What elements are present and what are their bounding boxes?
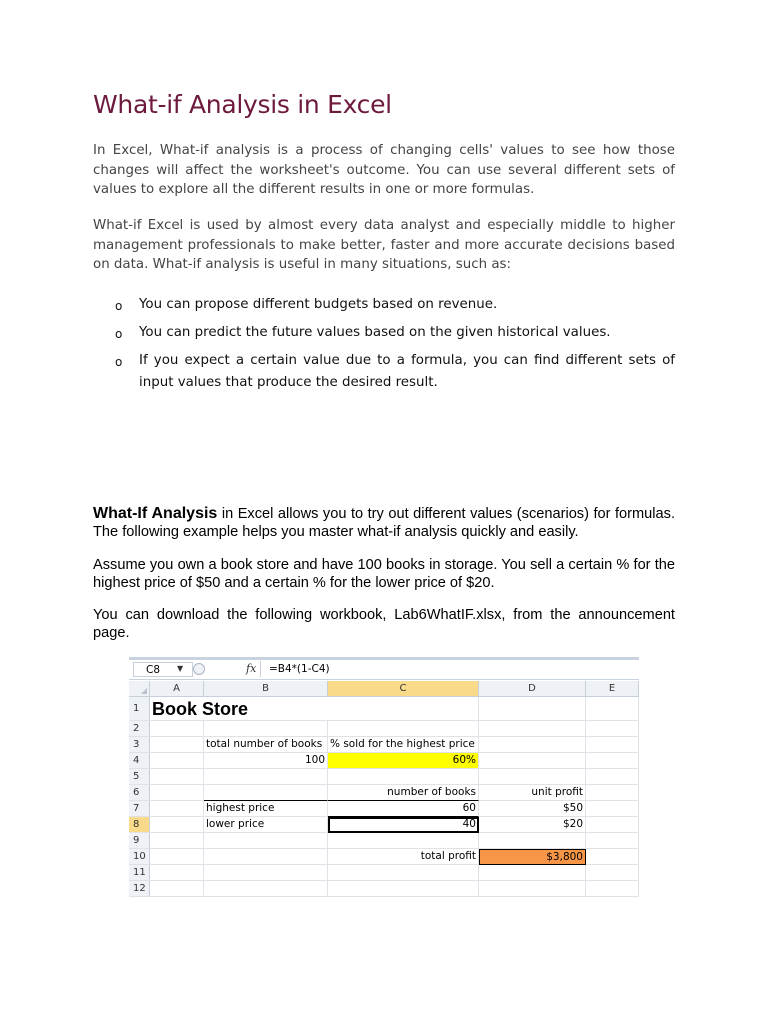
bullet-icon: o (115, 327, 123, 341)
spreadsheet-screenshot (129, 657, 639, 909)
row-header-7[interactable]: 7 (129, 801, 150, 817)
cell-e12[interactable] (586, 881, 639, 897)
cell-e3[interactable] (586, 737, 639, 753)
row-header-8[interactable]: 8 (129, 817, 150, 833)
cell-e11[interactable] (586, 865, 639, 881)
intro-paragraph-1: In Excel, What-if analysis is a process of changing cells' values to see how those changes will affect the worksheet's outcome. You can use several different sets of values to explore all the different results in one or more formulas. (93, 143, 675, 197)
cell-b11[interactable] (204, 865, 328, 881)
cell-b4-total-books[interactable]: 100 (204, 753, 328, 769)
bullet-icon: o (115, 299, 123, 313)
cell-b5[interactable] (204, 769, 328, 785)
cell-d9[interactable] (479, 833, 586, 849)
cell-d1[interactable] (479, 697, 586, 721)
cell-d6-header[interactable]: unit profit (479, 785, 586, 801)
section-paragraph-1 (93, 505, 675, 541)
bullet-icon: o (115, 355, 123, 369)
cell-c8-books-low[interactable]: 40 (328, 817, 479, 833)
row-header-10[interactable]: 10 (129, 849, 150, 865)
cell-e7[interactable] (586, 801, 639, 817)
cell-a10[interactable] (150, 849, 204, 865)
cell-e8[interactable] (586, 817, 639, 833)
section-paragraph-3: You can download the following workbook, Lab6WhatIF.xlsx, from the announcement page. (93, 607, 675, 641)
row-header-9[interactable]: 9 (129, 833, 150, 849)
list-item (115, 294, 675, 316)
cell-b10[interactable] (204, 849, 328, 865)
cell-a3[interactable] (150, 737, 204, 753)
formula-bar (129, 657, 639, 680)
section-lead-term: What-If Analysis (93, 505, 218, 522)
cell-d7-profit-high[interactable]: $50 (479, 801, 586, 817)
select-all-corner[interactable] (129, 681, 150, 697)
function-wizard-icon[interactable] (193, 663, 205, 675)
cell-b3-label[interactable]: total number of books (204, 737, 328, 753)
list-item-text: If you expect a certain value due to a formula, you can find different sets of input values that produce the desired result. (139, 353, 675, 390)
cell-a5[interactable] (150, 769, 204, 785)
cell-b12[interactable] (204, 881, 328, 897)
row-header-3[interactable]: 3 (129, 737, 150, 753)
cell-e2[interactable] (586, 721, 639, 737)
cell-a9[interactable] (150, 833, 204, 849)
row-header-2[interactable]: 2 (129, 721, 150, 737)
cell-a11[interactable] (150, 865, 204, 881)
list-item-text: You can predict the future values based on the given historical values. (139, 325, 611, 340)
cell-c5[interactable] (328, 769, 479, 785)
chevron-down-icon[interactable]: ▼ (177, 664, 184, 673)
cell-b2[interactable] (204, 721, 328, 737)
cell-d11[interactable] (479, 865, 586, 881)
cell-d2[interactable] (479, 721, 586, 737)
cell-e6[interactable] (586, 785, 639, 801)
section-paragraph-2: Assume you own a book store and have 100 books in storage. You sell a certain % for the highest price of $50 and a certain % for the lower price of $20. (93, 557, 675, 591)
list-item-text: You can propose different budgets based on revenue. (139, 297, 498, 312)
list-item (115, 322, 675, 344)
column-header-e[interactable]: E (586, 681, 639, 697)
cell-c3-label[interactable]: % sold for the highest price (328, 737, 479, 753)
section-paragraph-1-text: in Excel allows you to try out different values (scenarios) for formulas. The following example helps you master what-if analysis quickly and easily. (93, 506, 676, 540)
cell-c1[interactable] (328, 697, 479, 721)
cell-c4-percent-sold[interactable]: 60% (328, 753, 479, 769)
formula-input[interactable]: =B4*(1-C4) (260, 661, 639, 677)
cell-a12[interactable] (150, 881, 204, 897)
row-header-5[interactable]: 5 (129, 769, 150, 785)
cell-a2[interactable] (150, 721, 204, 737)
cell-c11[interactable] (328, 865, 479, 881)
cell-c2[interactable] (328, 721, 479, 737)
cell-a7[interactable] (150, 801, 204, 817)
cell-d3[interactable] (479, 737, 586, 753)
row-header-1[interactable]: 1 (129, 697, 150, 721)
cell-d4[interactable] (479, 753, 586, 769)
cell-c12[interactable] (328, 881, 479, 897)
cell-a6[interactable] (150, 785, 204, 801)
column-header-c[interactable]: C (328, 681, 479, 697)
intro-paragraph-2: What-if Excel is used by almost every data analyst and especially middle to higher management professionals to make better, faster and more accurate decisions based on data. What-if analysis is useful in many situations, such as: (93, 218, 675, 272)
cell-a8[interactable] (150, 817, 204, 833)
cell-c10-label[interactable]: total profit (328, 849, 479, 865)
cell-c7-books-high[interactable]: 60 (328, 801, 479, 817)
cell-a1-title[interactable]: Book Store (150, 697, 328, 721)
fx-icon[interactable]: fx (246, 662, 257, 675)
cell-d10-total-profit[interactable]: $3,800 (479, 849, 586, 865)
cell-e4[interactable] (586, 753, 639, 769)
cell-e5[interactable] (586, 769, 639, 785)
row-header-11[interactable]: 11 (129, 865, 150, 881)
cell-d12[interactable] (479, 881, 586, 897)
row-header-6[interactable]: 6 (129, 785, 150, 801)
column-header-a[interactable]: A (150, 681, 204, 697)
cell-e10[interactable] (586, 849, 639, 865)
cell-c9[interactable] (328, 833, 479, 849)
cell-c6-header[interactable]: number of books (328, 785, 479, 801)
row-header-4[interactable]: 4 (129, 753, 150, 769)
cell-a4[interactable] (150, 753, 204, 769)
cell-e1[interactable] (586, 697, 639, 721)
row-header-12[interactable]: 12 (129, 881, 150, 897)
column-header-d[interactable]: D (479, 681, 586, 697)
cell-b7-label[interactable]: highest price (204, 801, 328, 817)
cell-b9[interactable] (204, 833, 328, 849)
page-title: What-if Analysis in Excel (93, 90, 392, 119)
cell-d8-profit-low[interactable]: $20 (479, 817, 586, 833)
cell-d5[interactable] (479, 769, 586, 785)
cell-e9[interactable] (586, 833, 639, 849)
column-header-b[interactable]: B (204, 681, 328, 697)
use-case-list (115, 294, 675, 400)
cell-b8-label[interactable]: lower price (204, 817, 328, 833)
cell-b6[interactable] (204, 785, 328, 801)
list-item (115, 350, 675, 394)
name-box[interactable]: C8 (133, 662, 193, 677)
